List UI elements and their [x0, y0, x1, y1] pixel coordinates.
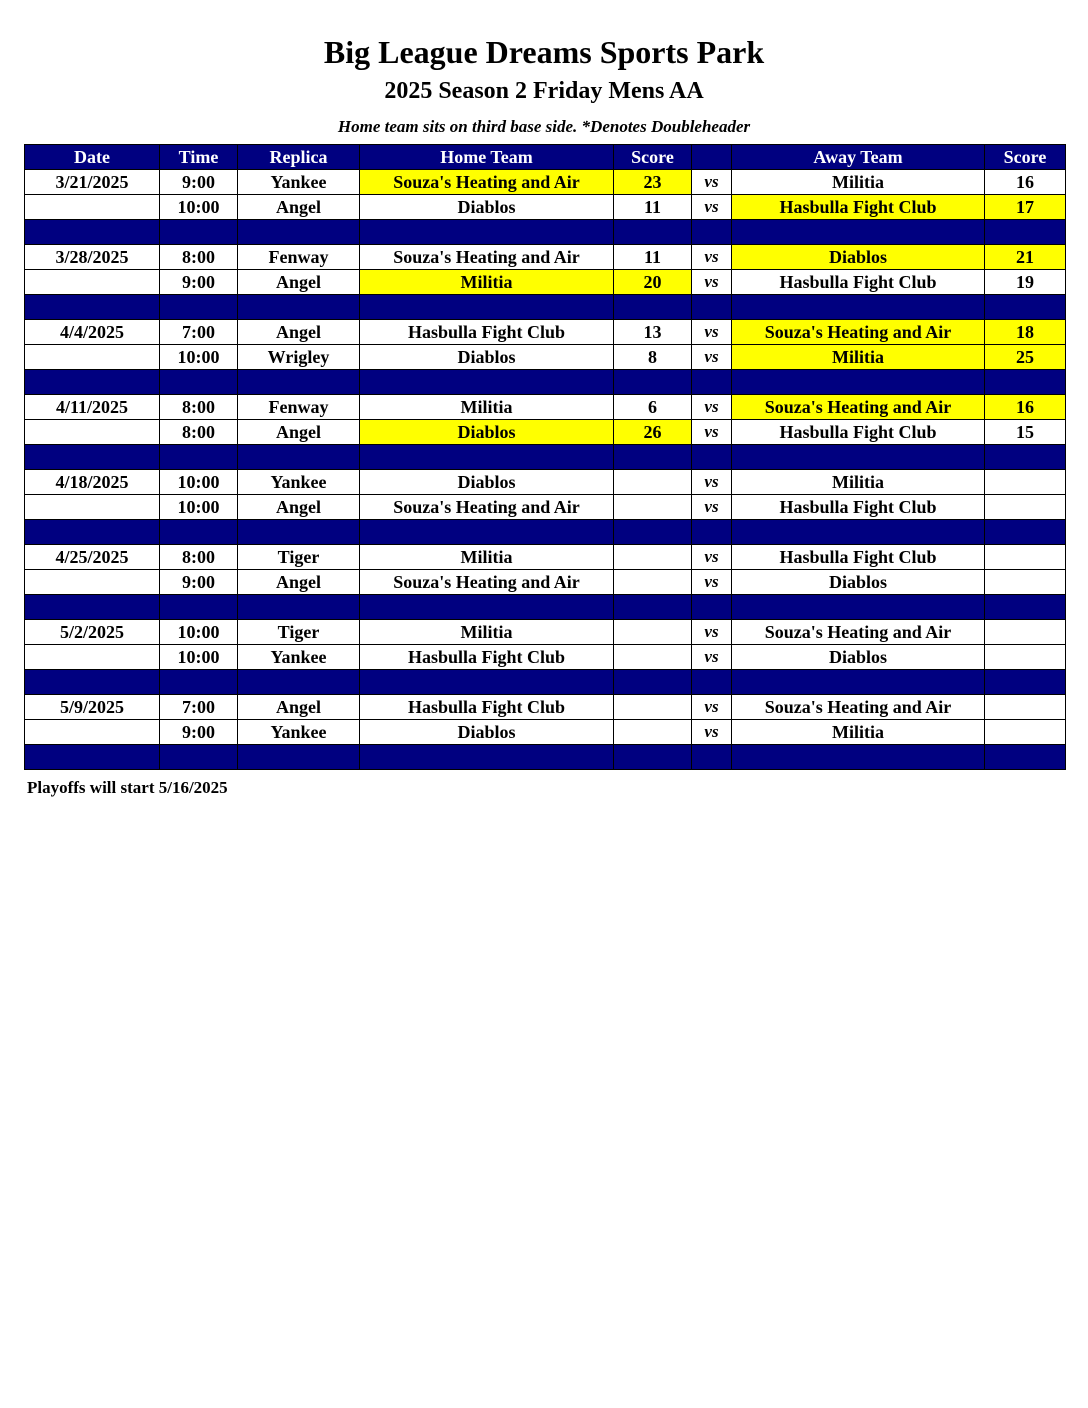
away-score: [985, 645, 1066, 670]
separator-cell: [238, 520, 360, 545]
away-score: 18: [985, 320, 1066, 345]
game-time: 9:00: [160, 720, 238, 745]
home-score: [614, 620, 692, 645]
game-replica-field: Yankee: [238, 645, 360, 670]
game-row: [25, 720, 1066, 745]
separator-cell: [360, 670, 614, 695]
home-score: [614, 545, 692, 570]
home-score: [614, 720, 692, 745]
separator-cell: [614, 370, 692, 395]
home-team: Souza's Heating and Air: [360, 245, 614, 270]
game-date: 5/2/2025: [25, 620, 160, 645]
schedule-table: [24, 144, 1066, 770]
away-team: Hasbulla Fight Club: [732, 195, 985, 220]
separator-cell: [360, 520, 614, 545]
vs-label: vs: [692, 345, 732, 370]
separator-cell: [692, 445, 732, 470]
separator-cell: [25, 220, 160, 245]
game-time: 8:00: [160, 245, 238, 270]
vs-label: vs: [692, 395, 732, 420]
column-header-date: Date: [25, 145, 160, 170]
home-team: Souza's Heating and Air: [360, 570, 614, 595]
home-team: Hasbulla Fight Club: [360, 695, 614, 720]
game-replica-field: Angel: [238, 270, 360, 295]
away-team: Hasbulla Fight Club: [732, 270, 985, 295]
home-score: [614, 645, 692, 670]
away-score: [985, 620, 1066, 645]
home-team: Militia: [360, 545, 614, 570]
game-date: 5/9/2025: [25, 695, 160, 720]
away-score: 16: [985, 395, 1066, 420]
game-row: [25, 495, 1066, 520]
separator-cell: [732, 670, 985, 695]
away-team: Militia: [732, 170, 985, 195]
away-team: Souza's Heating and Air: [732, 695, 985, 720]
home-team-note: Home team sits on third base side. *Denotes Doubleheader: [337, 117, 751, 136]
away-score: 16: [985, 170, 1066, 195]
separator-cell: [732, 520, 985, 545]
separator-cell: [25, 295, 160, 320]
separator-cell: [985, 745, 1066, 770]
separator-cell: [25, 445, 160, 470]
column-header-home-score: Score: [614, 145, 692, 170]
week-separator-row: [25, 595, 1066, 620]
vs-label: vs: [692, 420, 732, 445]
column-header-away-team: Away Team: [732, 145, 985, 170]
separator-cell: [692, 520, 732, 545]
separator-cell: [692, 670, 732, 695]
away-score: 15: [985, 420, 1066, 445]
vs-label: vs: [692, 620, 732, 645]
home-team: Diablos: [360, 720, 614, 745]
away-team: Militia: [732, 345, 985, 370]
separator-cell: [732, 220, 985, 245]
game-time: 9:00: [160, 270, 238, 295]
separator-cell: [692, 220, 732, 245]
column-header-away-score: Score: [985, 145, 1066, 170]
separator-cell: [692, 295, 732, 320]
vs-label: vs: [692, 720, 732, 745]
game-replica-field: Tiger: [238, 620, 360, 645]
game-date: [25, 495, 160, 520]
game-time: 9:00: [160, 570, 238, 595]
game-replica-field: Angel: [238, 695, 360, 720]
week-separator-row: [25, 670, 1066, 695]
vs-label: vs: [692, 170, 732, 195]
separator-cell: [360, 595, 614, 620]
column-header-home-team: Home Team: [360, 145, 614, 170]
game-replica-field: Angel: [238, 570, 360, 595]
away-team: Hasbulla Fight Club: [732, 495, 985, 520]
separator-cell: [238, 370, 360, 395]
separator-cell: [360, 370, 614, 395]
separator-cell: [732, 370, 985, 395]
away-team: Hasbulla Fight Club: [732, 420, 985, 445]
home-score: [614, 570, 692, 595]
separator-cell: [160, 745, 238, 770]
separator-cell: [25, 595, 160, 620]
separator-cell: [360, 745, 614, 770]
home-team: Diablos: [360, 470, 614, 495]
game-row: [25, 545, 1066, 570]
game-time: 10:00: [160, 195, 238, 220]
week-separator-row: [25, 295, 1066, 320]
game-row: [25, 170, 1066, 195]
separator-cell: [238, 595, 360, 620]
away-team: Diablos: [732, 645, 985, 670]
game-date: [25, 570, 160, 595]
separator-cell: [238, 670, 360, 695]
game-time: 10:00: [160, 620, 238, 645]
game-replica-field: Angel: [238, 420, 360, 445]
separator-cell: [160, 445, 238, 470]
vs-label: vs: [692, 470, 732, 495]
week-separator-row: [25, 520, 1066, 545]
game-date: [25, 345, 160, 370]
separator-cell: [985, 595, 1066, 620]
game-replica-field: Wrigley: [238, 345, 360, 370]
game-replica-field: Yankee: [238, 170, 360, 195]
vs-label: vs: [692, 570, 732, 595]
separator-cell: [985, 520, 1066, 545]
game-date: 4/4/2025: [25, 320, 160, 345]
separator-cell: [160, 220, 238, 245]
vs-label: vs: [692, 270, 732, 295]
away-score: 25: [985, 345, 1066, 370]
vs-label: vs: [692, 495, 732, 520]
game-time: 10:00: [160, 470, 238, 495]
schedule-body: [25, 170, 1066, 770]
game-replica-field: Angel: [238, 495, 360, 520]
game-replica-field: Fenway: [238, 395, 360, 420]
separator-cell: [238, 445, 360, 470]
game-row: [25, 645, 1066, 670]
game-replica-field: Angel: [238, 195, 360, 220]
home-team: Militia: [360, 620, 614, 645]
away-team: Diablos: [732, 570, 985, 595]
home-score: 13: [614, 320, 692, 345]
separator-cell: [160, 520, 238, 545]
column-header-replica: Replica: [238, 145, 360, 170]
page-title: Big League Dreams Sports Park: [323, 34, 765, 70]
game-row: [25, 195, 1066, 220]
game-row: [25, 245, 1066, 270]
away-score: 19: [985, 270, 1066, 295]
separator-cell: [25, 520, 160, 545]
home-score: [614, 495, 692, 520]
game-date: [25, 195, 160, 220]
separator-cell: [360, 445, 614, 470]
game-date: [25, 645, 160, 670]
game-row: [25, 345, 1066, 370]
away-score: 21: [985, 245, 1066, 270]
game-row: [25, 470, 1066, 495]
week-separator-row: [25, 745, 1066, 770]
vs-label: vs: [692, 645, 732, 670]
away-team: Diablos: [732, 245, 985, 270]
away-team: Militia: [732, 470, 985, 495]
away-team: Souza's Heating and Air: [732, 320, 985, 345]
home-team: Souza's Heating and Air: [360, 495, 614, 520]
header-row: [25, 145, 1066, 170]
game-time: 10:00: [160, 645, 238, 670]
separator-cell: [732, 295, 985, 320]
away-team: Souza's Heating and Air: [732, 395, 985, 420]
vs-label: vs: [692, 545, 732, 570]
game-replica-field: Yankee: [238, 720, 360, 745]
game-date: 3/28/2025: [25, 245, 160, 270]
separator-cell: [238, 745, 360, 770]
vs-label: vs: [692, 695, 732, 720]
home-score: 11: [614, 245, 692, 270]
game-time: 7:00: [160, 320, 238, 345]
home-score: [614, 470, 692, 495]
game-date: 3/21/2025: [25, 170, 160, 195]
week-separator-row: [25, 445, 1066, 470]
separator-cell: [25, 370, 160, 395]
separator-cell: [360, 220, 614, 245]
separator-cell: [692, 370, 732, 395]
separator-cell: [614, 295, 692, 320]
home-team: Diablos: [360, 195, 614, 220]
separator-cell: [160, 595, 238, 620]
separator-cell: [985, 370, 1066, 395]
home-team: Militia: [360, 395, 614, 420]
game-row: [25, 270, 1066, 295]
home-score: 23: [614, 170, 692, 195]
away-team: Hasbulla Fight Club: [732, 545, 985, 570]
separator-cell: [614, 220, 692, 245]
game-replica-field: Yankee: [238, 470, 360, 495]
column-header-time: Time: [160, 145, 238, 170]
away-score: [985, 545, 1066, 570]
separator-cell: [692, 745, 732, 770]
separator-cell: [160, 670, 238, 695]
separator-cell: [614, 595, 692, 620]
home-team: Souza's Heating and Air: [360, 170, 614, 195]
game-replica-field: Fenway: [238, 245, 360, 270]
away-score: 17: [985, 195, 1066, 220]
game-row: [25, 395, 1066, 420]
column-header-vs: [692, 145, 732, 170]
game-row: [25, 695, 1066, 720]
separator-cell: [614, 445, 692, 470]
separator-cell: [985, 220, 1066, 245]
home-score: 8: [614, 345, 692, 370]
game-row: [25, 420, 1066, 445]
home-team: Diablos: [360, 345, 614, 370]
game-date: [25, 420, 160, 445]
game-time: 8:00: [160, 395, 238, 420]
game-time: 7:00: [160, 695, 238, 720]
away-team: Souza's Heating and Air: [732, 620, 985, 645]
game-row: [25, 570, 1066, 595]
separator-cell: [732, 445, 985, 470]
separator-cell: [238, 295, 360, 320]
page-subtitle: 2025 Season 2 Friday Mens AA: [384, 78, 704, 104]
home-team: Hasbulla Fight Club: [360, 645, 614, 670]
away-score: [985, 695, 1066, 720]
separator-cell: [985, 670, 1066, 695]
game-date: 4/25/2025: [25, 545, 160, 570]
away-score: [985, 570, 1066, 595]
game-date: [25, 270, 160, 295]
game-time: 8:00: [160, 420, 238, 445]
separator-cell: [25, 745, 160, 770]
separator-cell: [732, 745, 985, 770]
away-score: [985, 495, 1066, 520]
separator-cell: [732, 595, 985, 620]
home-team: Hasbulla Fight Club: [360, 320, 614, 345]
separator-cell: [614, 745, 692, 770]
away-score: [985, 720, 1066, 745]
separator-cell: [614, 520, 692, 545]
home-score: 20: [614, 270, 692, 295]
week-separator-row: [25, 220, 1066, 245]
separator-cell: [25, 670, 160, 695]
game-date: 4/18/2025: [25, 470, 160, 495]
game-time: 9:00: [160, 170, 238, 195]
vs-label: vs: [692, 320, 732, 345]
home-team: Militia: [360, 270, 614, 295]
game-row: [25, 320, 1066, 345]
game-date: [25, 720, 160, 745]
separator-cell: [614, 670, 692, 695]
home-team: Diablos: [360, 420, 614, 445]
playoffs-note: Playoffs will start 5/16/2025: [27, 778, 228, 797]
vs-label: vs: [692, 195, 732, 220]
game-row: [25, 620, 1066, 645]
game-replica-field: Tiger: [238, 545, 360, 570]
separator-cell: [692, 595, 732, 620]
separator-cell: [160, 370, 238, 395]
away-score: [985, 470, 1066, 495]
home-score: 11: [614, 195, 692, 220]
separator-cell: [985, 295, 1066, 320]
week-separator-row: [25, 370, 1066, 395]
home-score: [614, 695, 692, 720]
separator-cell: [985, 445, 1066, 470]
home-score: 6: [614, 395, 692, 420]
game-time: 10:00: [160, 495, 238, 520]
game-replica-field: Angel: [238, 320, 360, 345]
home-score: 26: [614, 420, 692, 445]
vs-label: vs: [692, 245, 732, 270]
game-time: 10:00: [160, 345, 238, 370]
separator-cell: [160, 295, 238, 320]
separator-cell: [360, 295, 614, 320]
game-date: 4/11/2025: [25, 395, 160, 420]
separator-cell: [238, 220, 360, 245]
game-time: 8:00: [160, 545, 238, 570]
away-team: Militia: [732, 720, 985, 745]
